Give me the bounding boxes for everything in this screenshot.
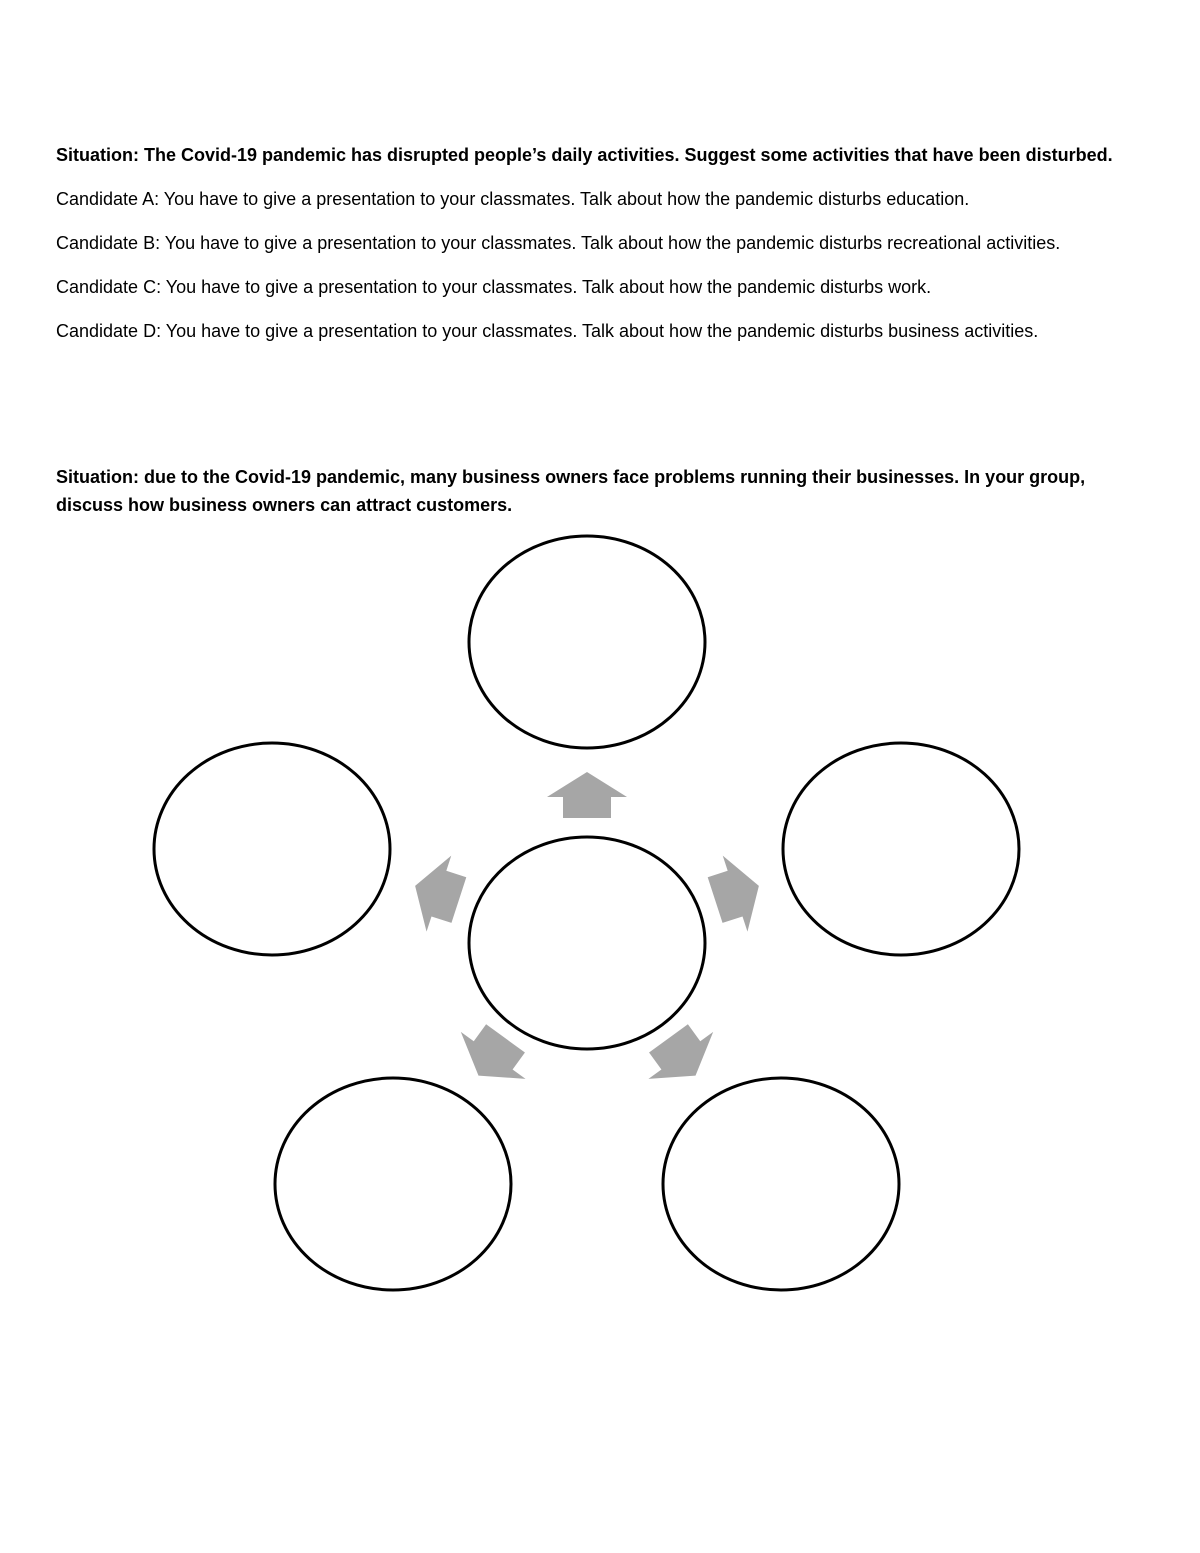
right-circle xyxy=(783,743,1019,955)
situation-2-heading: Situation: due to the Covid-19 pandemic, many business owners face problems running their businesses. In your group, discuss how business owners can attract customers. xyxy=(56,467,1086,515)
arrow-upper-left-icon xyxy=(403,848,471,938)
arrow-up-icon xyxy=(547,772,627,818)
candidate-a-task: Candidate A: You have to give a presentation to your classmates. Talk about how the pandemic disturbs education. xyxy=(56,189,970,209)
left-circle xyxy=(154,743,390,955)
candidate-d-task: Candidate D: You have to give a presentation to your classmates. Talk about how the pandemic disturbs business activities. xyxy=(56,321,1039,341)
candidate-b-task: Candidate B: You have to give a presentation to your classmates. Talk about how the pandemic disturbs recreational activities. xyxy=(56,233,1061,253)
candidate-c-task: Candidate C: You have to give a presentation to your classmates. Talk about how the pandemic disturbs work. xyxy=(56,277,932,297)
arrow-upper-right-icon xyxy=(703,848,771,938)
bottom-left-circle xyxy=(275,1078,511,1290)
top-circle xyxy=(469,536,705,748)
bottom-right-circle xyxy=(663,1078,899,1290)
situation-1-heading: Situation: The Covid-19 pandemic has disrupted people’s daily activities. Suggest some activities that have been disturbed. xyxy=(56,145,1113,165)
center-circle xyxy=(469,837,705,1049)
